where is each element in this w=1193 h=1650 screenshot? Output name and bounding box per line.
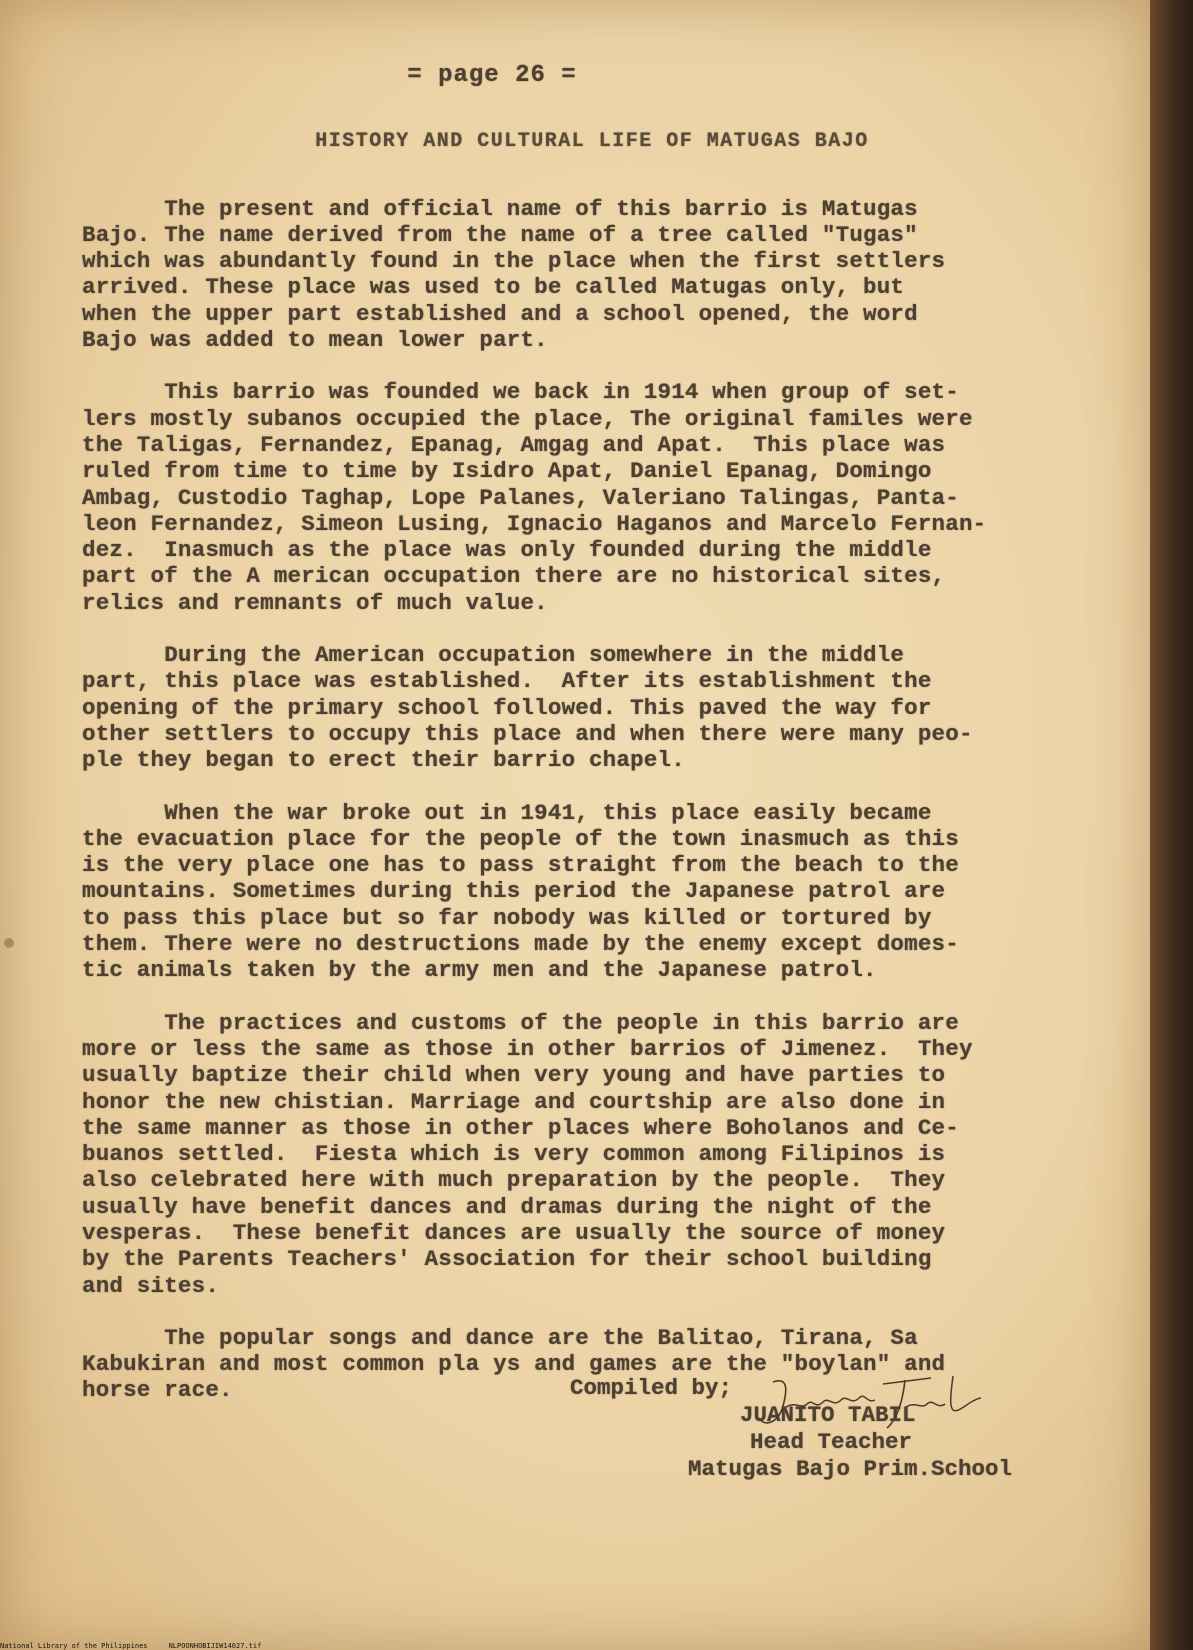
paragraph-war: When the war broke out in 1941, this place easily became the evacuation place for the people of the town inasmuch as this is the very place one has to pass straight from the beach to the mountains. Sometimes during this period the Japanese patrol are to pass this place but so far nobody was killed or tortured by them. There were no destructions made by the enemy except domes- tic animals taken by the army men and the Japanese patrol.: [82, 799, 959, 984]
paragraph-establishment: During the American occupation somewhere in the middle part, this place was established. After its establishment the opening of the primary school followed. This paved the way for other settlers to occupy this place and when there were many peo- ple they began to erect their barrio chapel.: [82, 642, 973, 774]
page-edge: [1150, 0, 1193, 1650]
compiled-by-label: Compiled by;: [570, 1375, 733, 1401]
document-body: [82, 55, 1042, 1404]
paragraph-founding: This barrio was founded we back in 1914 when group of set- lers mostly subanos occupied the place, The original familes were the Taligas, Fernandez, Epanag, Amgag and Apat. This place was ruled from time to time by Isidro Apat, Daniel Epanag, Domingo Ambag, Custodio Taghap, Lope Palanes, Valeriano Talingas, Panta- leon Fernandez, Simeon Lusing, Ignacio Haganos and Marcelo Fernan- dez. Inasmuch as the place was only founded during the middle part of the A merican occupation there are no historical sites, relics and remnants of much value.: [82, 379, 987, 616]
handwritten-signature: [755, 1370, 995, 1440]
binding-hole: [4, 938, 14, 948]
document-title: HISTORY AND CULTURAL LIFE OF MATUGAS BAJO: [315, 130, 869, 154]
archive-footer: National Library of the Philippines NLPOONHOBIJIW14027.tif: [0, 1642, 262, 1650]
paragraph-name-origin: The present and official name of this barrio is Matugas Bajo. The name derived from the name of a tree called "Tugas" which was abundantly found in the place when the first settlers arrived. These place was used to be called Matugas only, but when the upper part established and a school opened, the word Bajo was added to mean lower part.: [82, 195, 946, 354]
compiler-position: Head Teacher: [750, 1429, 913, 1455]
paragraph-songs-games: The popular songs and dance are the Balitao, Tirana, Sa Kabukiran and most common pla ys and games are the "boylan" and horse race.: [82, 1324, 946, 1404]
page-number: = page 26 =: [407, 62, 577, 89]
compiler-school: Matugas Bajo Prim.School: [688, 1456, 1013, 1482]
paragraph-customs: The practices and customs of the people in this barrio are more or less the same as those in other barrios of Jimenez. They usually baptize their child when very young and have parties to honor the new chistian. Marriage and courtship are also done in the same manner as those in other places where Boholanos and Ce- buanos settled. Fiesta which is very common among Filipinos is also celebrated here with much preparation by the people. They usually have benefit dances and dramas during the night of the vesperas. These benefit dances are usually the source of money by the Parents Teachers' Association for their school building and sites.: [82, 1009, 973, 1299]
compiler-name: JUANITO TABIL: [740, 1402, 916, 1428]
